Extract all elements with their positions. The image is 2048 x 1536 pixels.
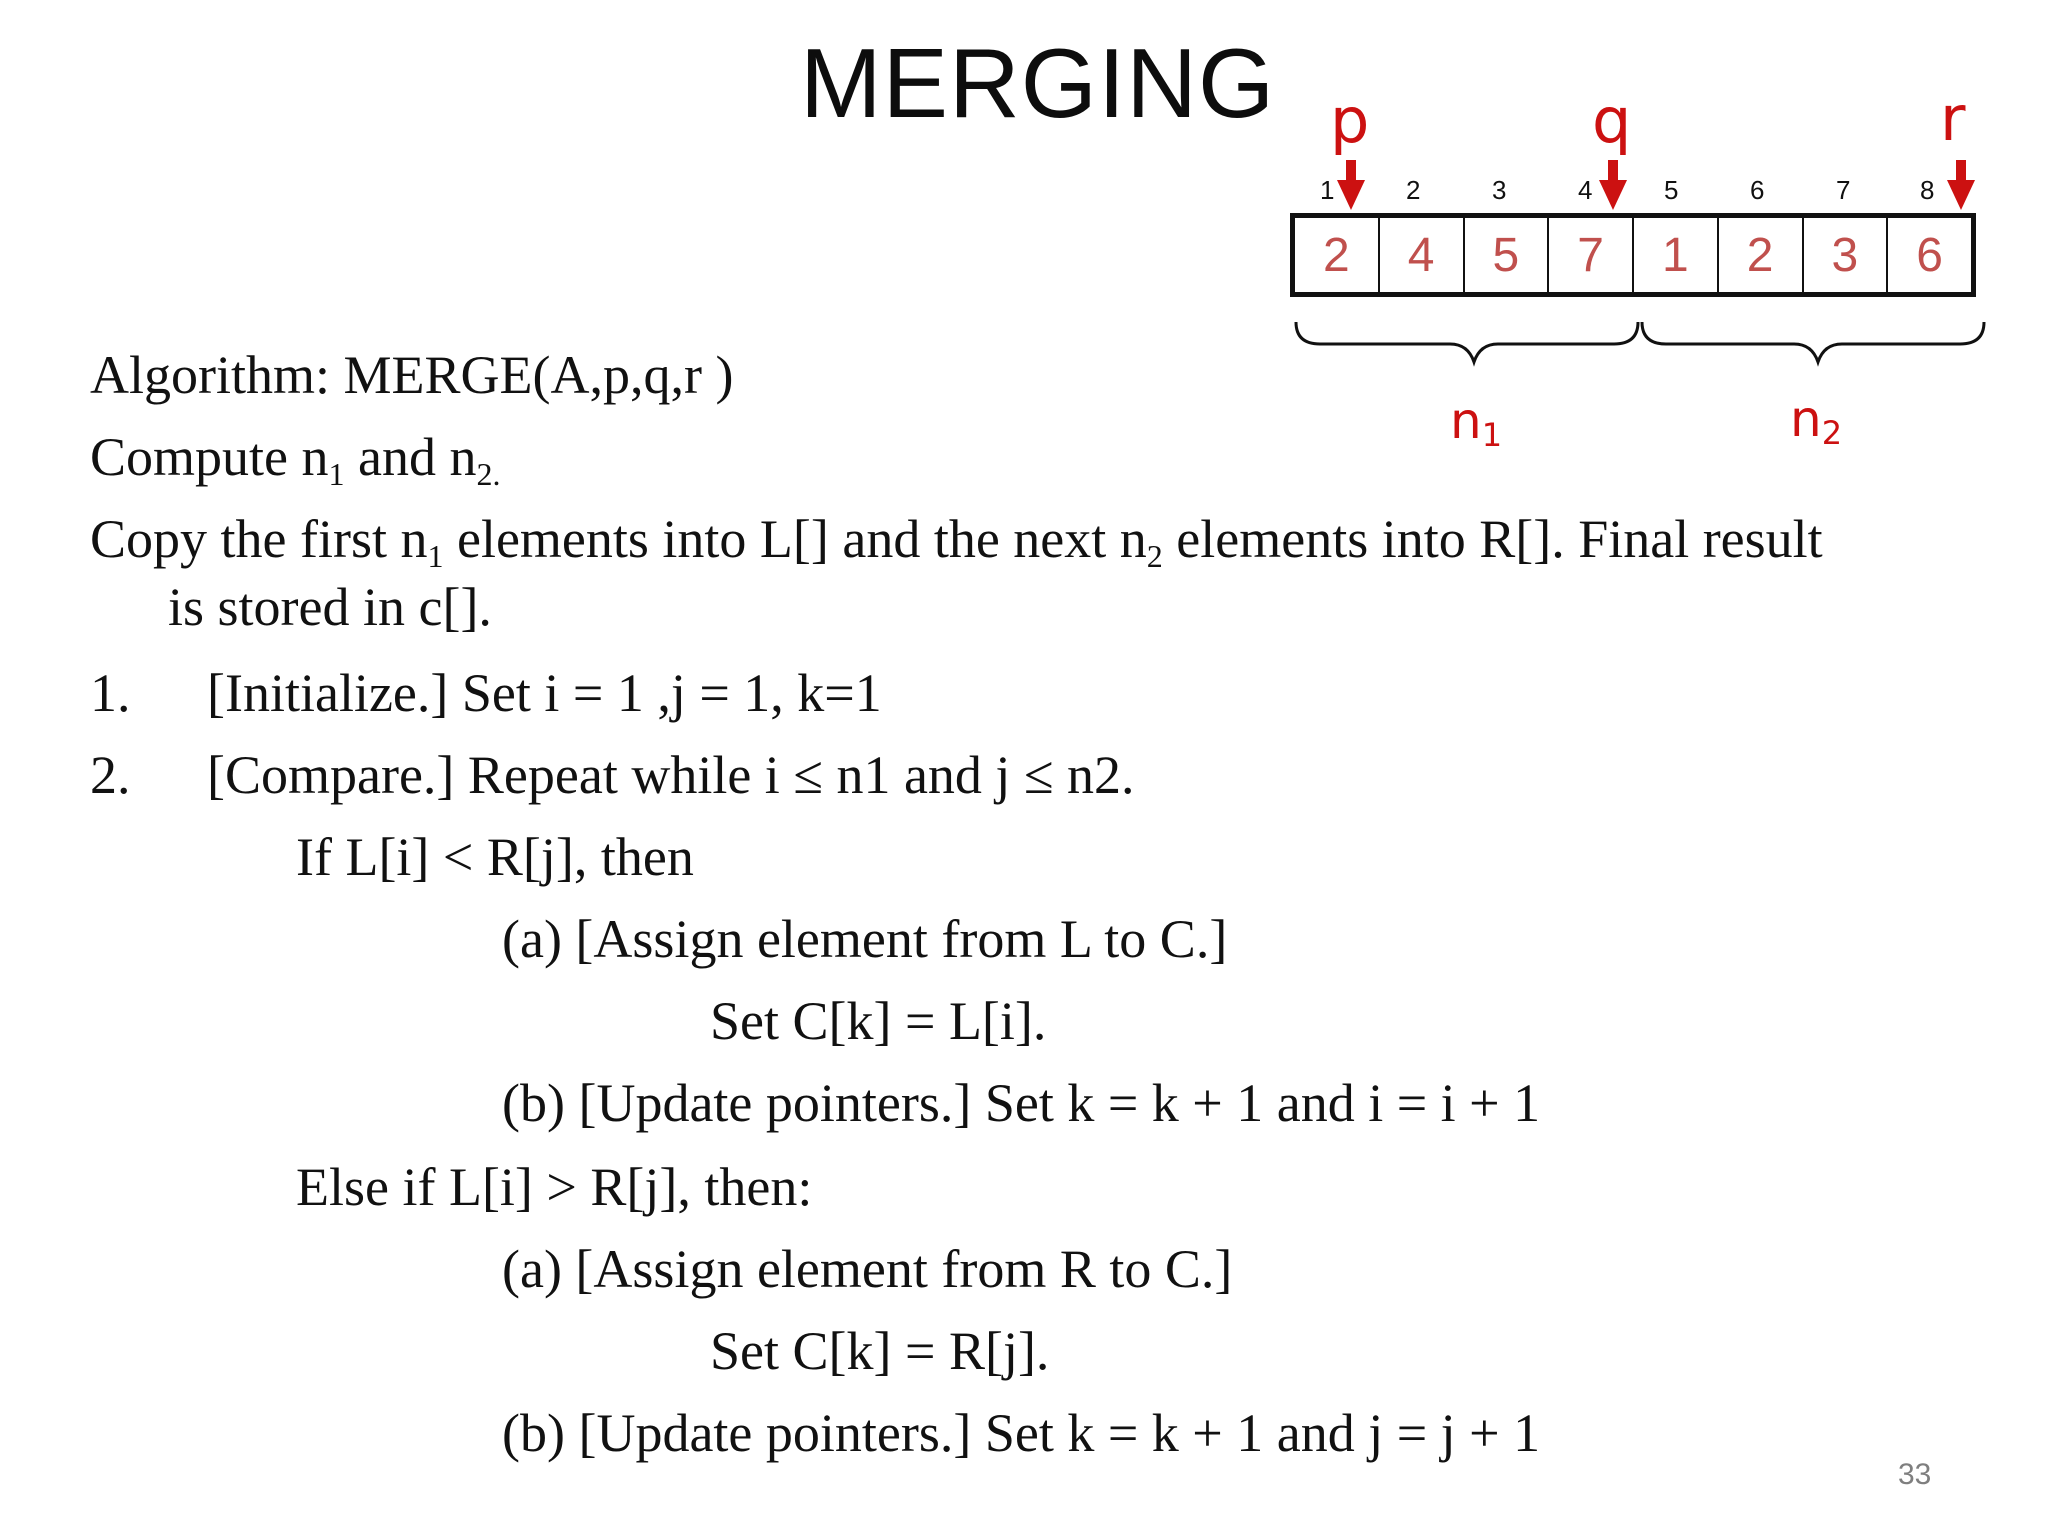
array-diagram bbox=[1290, 213, 1976, 297]
array-index-6: 6 bbox=[1750, 175, 1765, 205]
array-index-7: 7 bbox=[1836, 175, 1851, 205]
array-cell: 5 bbox=[1463, 218, 1548, 292]
array-cell: 7 bbox=[1547, 218, 1632, 292]
step-number: 1. bbox=[90, 663, 131, 723]
pointer-label-r: r bbox=[1940, 82, 1966, 155]
array-index-4: 4 bbox=[1578, 175, 1593, 205]
array-cell: 2 bbox=[1323, 228, 1350, 282]
array-cell: 4 bbox=[1378, 218, 1463, 292]
n1-label: $n_1$ bbox=[1450, 392, 1503, 454]
algorithm-heading: Algorithm: MERGE(A,p,q,r ) bbox=[90, 345, 734, 405]
pointer-label-p: p bbox=[1330, 84, 1370, 157]
else-set-statement: Set C[k] = R[j]. bbox=[710, 1321, 1050, 1381]
slide-title: MERGING bbox=[800, 28, 1276, 138]
step-1: 1. [Initialize.] Set i = 1 ,j = 1, k=1 bbox=[90, 663, 882, 723]
array-cell: 2 bbox=[1717, 218, 1802, 292]
if-condition: If L[i] < R[j], then bbox=[296, 827, 694, 887]
else-action-b: (b) [Update pointers.] Set k = k + 1 and j = j + 1 bbox=[502, 1403, 1541, 1463]
array-index-1: 1 bbox=[1320, 175, 1335, 205]
array-index-3: 3 bbox=[1492, 175, 1507, 205]
else-action-a: (a) [Assign element from R to C.] bbox=[502, 1239, 1233, 1299]
copy-line: Copy the first $n_1$ elements into L[] and the next $n_2$ elements into R[]. Final result bbox=[90, 509, 1823, 574]
copy-line-continued: is stored in c[]. bbox=[168, 577, 492, 637]
compute-line: Compute $n_1$ and $n_{2.}$ bbox=[90, 427, 501, 492]
if-action-b: (b) [Update pointers.] Set k = k + 1 and i = i + 1 bbox=[502, 1073, 1541, 1133]
array-cell: 6 bbox=[1886, 218, 1971, 292]
n2-label: $n_2$ bbox=[1790, 390, 1843, 452]
array-index-5: 5 bbox=[1664, 175, 1679, 205]
else-if-condition: Else if L[i] > R[j], then: bbox=[296, 1157, 813, 1217]
array-cell: 1 bbox=[1632, 218, 1717, 292]
array-cell: 3 bbox=[1802, 218, 1887, 292]
array-index-8: 8 bbox=[1920, 175, 1935, 205]
brace-n1 bbox=[1296, 322, 1638, 362]
arrow-down-icon-p bbox=[1337, 160, 1365, 210]
if-set-statement: Set C[k] = L[i]. bbox=[710, 991, 1047, 1051]
arrow-down-icon-r bbox=[1947, 160, 1975, 210]
if-action-a: (a) [Assign element from L to C.] bbox=[502, 909, 1228, 969]
pointer-label-q: q bbox=[1592, 84, 1632, 157]
step-number: 2. bbox=[90, 745, 131, 805]
page-number: 33 bbox=[1898, 1458, 1932, 1491]
array-index-2: 2 bbox=[1406, 175, 1421, 205]
brace-n2 bbox=[1642, 322, 1984, 362]
arrow-down-icon-q bbox=[1599, 160, 1627, 210]
step-2: 2. [Compare.] Repeat while i ≤ n1 and j ≤ n2. bbox=[90, 745, 1135, 805]
